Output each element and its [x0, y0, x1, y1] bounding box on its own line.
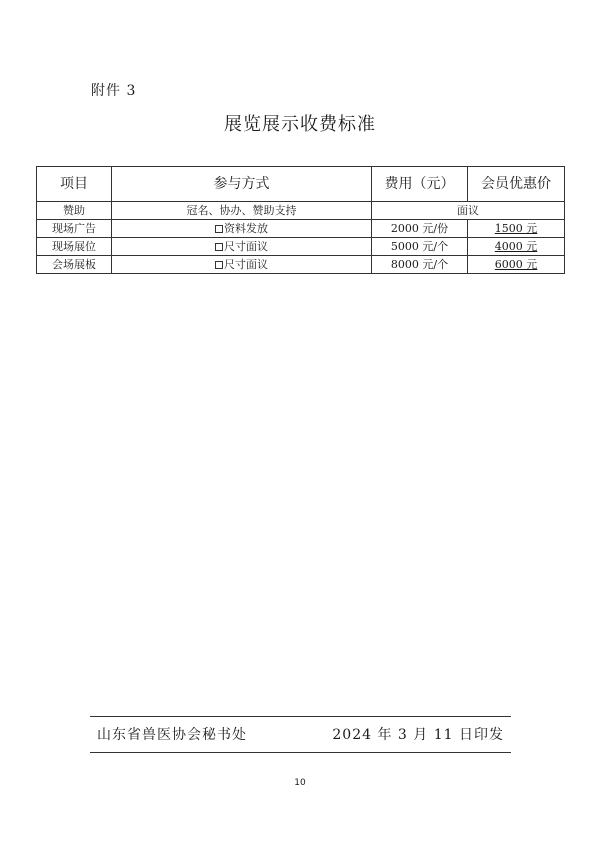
method-text: 尺寸面议: [224, 239, 268, 253]
fee-cell: 8000 元/个: [372, 256, 468, 274]
header-item: 项目: [37, 167, 112, 202]
header-method: 参与方式: [112, 167, 372, 202]
member-price-text: 1500 元: [494, 221, 538, 235]
checkbox-icon: [215, 225, 223, 233]
table-row: [37, 238, 565, 256]
member-price-text: 4000 元: [494, 239, 538, 253]
method-text: 尺寸面议: [224, 257, 268, 271]
footer-divider-bottom: [90, 752, 511, 753]
method-cell: [112, 238, 372, 256]
member-price-cell: [468, 220, 565, 238]
checkbox-icon: [215, 243, 223, 251]
table-row: [37, 256, 565, 274]
header-member-price: 会员优惠价: [468, 167, 565, 202]
fee-merged-cell: 面议: [372, 202, 565, 220]
checkbox-icon: [215, 261, 223, 269]
method-cell: 冠名、协办、赞助支持: [112, 202, 372, 220]
method-cell: [112, 256, 372, 274]
item-cell: 赞助: [37, 202, 112, 220]
table-row: [37, 202, 565, 220]
member-price-text: 6000 元: [494, 257, 538, 271]
footer-divider-top: [90, 716, 511, 717]
item-cell: 现场广告: [37, 220, 112, 238]
item-cell: 会场展板: [37, 256, 112, 274]
footer-issuer: 山东省兽医协会秘书处: [97, 727, 247, 743]
footer-date: 2024 年 3 月 11 日印发: [332, 727, 504, 743]
page-number: 10: [294, 778, 306, 788]
fee-cell: 2000 元/份: [372, 220, 468, 238]
table-header-row: [37, 167, 565, 202]
member-price-cell: [468, 238, 565, 256]
attachment-label: 附件 3: [91, 83, 137, 99]
method-text: 资料发放: [224, 221, 268, 235]
table-row: [37, 220, 565, 238]
page-title: 展览展示收费标准: [224, 114, 376, 135]
item-cell: 现场展位: [37, 238, 112, 256]
member-price-cell: [468, 256, 565, 274]
method-cell: [112, 220, 372, 238]
fee-table: [36, 166, 565, 274]
fee-cell: 5000 元/个: [372, 238, 468, 256]
header-fee: 费用（元）: [372, 167, 468, 202]
